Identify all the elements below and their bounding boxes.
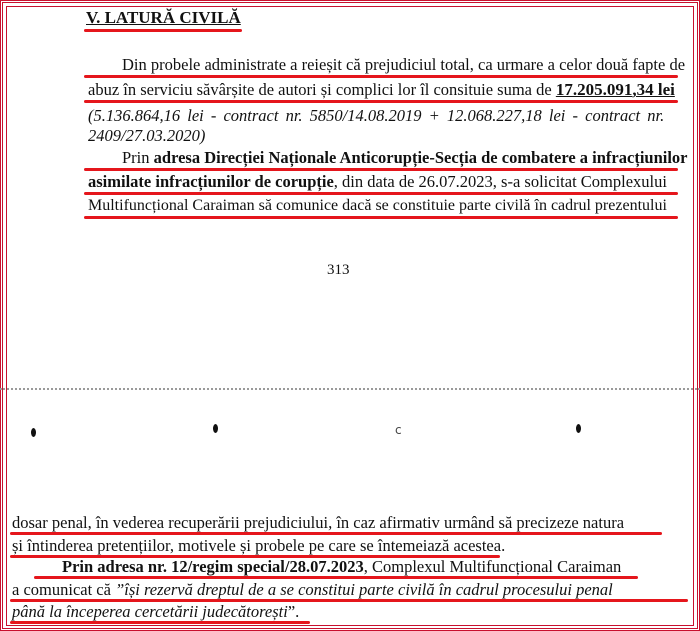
scan-mark xyxy=(576,424,581,433)
paragraph-text: abuz în serviciu săvârșite de autori și complici lor îl consituie suma de xyxy=(88,80,552,99)
paragraph-bold: Prin adresa nr. 12/regim special/28.07.2023 xyxy=(62,557,364,576)
highlight-mark xyxy=(84,29,242,32)
paragraph-line: Multifuncțional Caraiman să comunice dacă se constituie parte civilă în cadrul prezentului xyxy=(88,197,667,214)
scan-mark xyxy=(31,428,36,437)
quoted-text: ”își rezervă dreptul de a se constitui parte civilă în cadrul procesului penal xyxy=(115,580,613,599)
highlight-mark xyxy=(84,216,678,219)
paragraph-line xyxy=(122,148,688,168)
scan-mark xyxy=(213,424,218,433)
paragraph-line xyxy=(12,602,299,622)
paragraph-text: Prin xyxy=(122,148,150,167)
paragraph-text: , din data de 26.07.2023, s-a solicitat Complexului xyxy=(333,172,667,191)
highlight-mark xyxy=(84,100,678,103)
paragraph-line: 2409/27.03.2020) xyxy=(88,126,206,145)
paragraph-line xyxy=(12,580,613,600)
highlight-mark xyxy=(34,576,638,579)
paragraph-text: ”. xyxy=(287,602,300,621)
paragraph-line: Din probele administrate a reieșit că prejudiciul total, ca urmare a celor două fapte de xyxy=(122,55,686,74)
paragraph-bold: asimilate infracțiunilor de corupție xyxy=(88,172,334,191)
highlight-mark xyxy=(84,192,678,195)
highlight-mark xyxy=(10,532,662,535)
quoted-text: până la începerea cercetării judecătorești xyxy=(12,602,288,621)
paragraph-line xyxy=(88,172,667,192)
paragraph-bold: adresa Direcției Naționale Anticorupție-Secția de combatere a infracțiunilor xyxy=(153,148,688,167)
page-number: 313 xyxy=(327,262,350,278)
highlight-mark xyxy=(10,621,310,624)
page-separator xyxy=(0,388,700,390)
paragraph-line: și întinderea pretențiilor, motivele și probele pe care se întemeiază acestea. xyxy=(12,536,506,555)
scan-mark: c xyxy=(395,423,402,437)
highlight-mark xyxy=(84,168,678,171)
paragraph-line: dosar penal, în vederea recuperării prejudiciului, în caz afirmativ urmând să precizeze natura xyxy=(12,513,625,532)
highlight-mark xyxy=(84,75,678,78)
section-heading: V. LATURĂ CIVILĂ xyxy=(86,8,241,27)
paragraph-line: (5.136.864,16 lei - contract nr. 5850/14.08.2019 + 12.068.227,18 lei - contract nr. xyxy=(88,106,665,125)
damage-amount: 17.205.091,34 lei xyxy=(555,80,675,99)
paragraph-line xyxy=(88,80,675,100)
paragraph-line xyxy=(62,557,621,577)
paragraph-text: a comunicat că xyxy=(12,580,116,599)
paragraph-text: , Complexul Multifuncțional Caraiman xyxy=(363,557,622,576)
